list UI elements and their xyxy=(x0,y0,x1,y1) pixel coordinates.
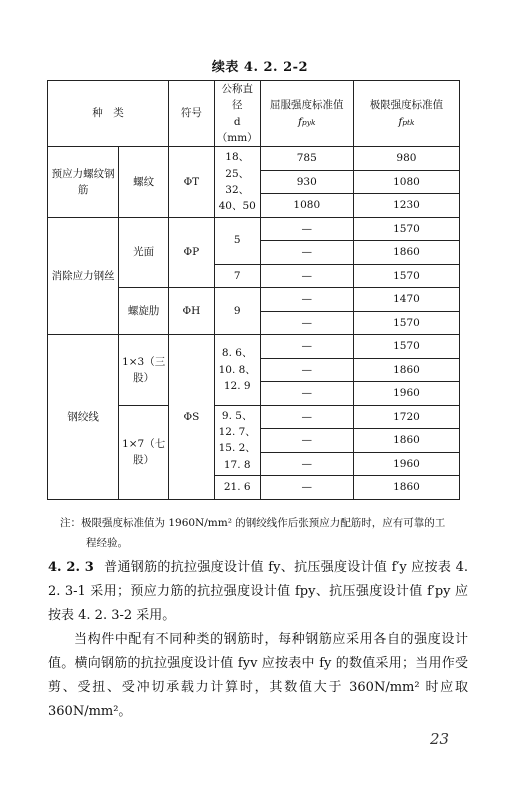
section-text xyxy=(48,556,468,724)
yield-cell: — xyxy=(260,241,353,265)
ultimate-cell: 1960 xyxy=(353,452,459,476)
group-subtype: 光面 xyxy=(119,217,169,288)
ultimate-cell: 1470 xyxy=(353,288,459,312)
group-symbol: ΦS xyxy=(169,335,215,500)
yield-cell: — xyxy=(260,288,353,312)
header-kind: 种 类 xyxy=(48,81,169,147)
diameter-cell: 18、25、32、40、50 xyxy=(214,147,260,218)
section-para1 xyxy=(48,556,468,628)
table-caption: 续表 4. 2. 2-2 xyxy=(211,60,309,75)
ultimate-cell: 1860 xyxy=(353,241,459,265)
table-note-line1: 注：极限强度标准值为 1960N/mm² 的钢绞线作后张预应力配筋时，应有可靠的工 xyxy=(60,517,446,529)
group-name: 钢绞线 xyxy=(48,335,119,500)
yield-cell: — xyxy=(260,311,353,335)
group-subtype: 1×3（三股） xyxy=(119,335,169,406)
table-note-line2: 程经验。 xyxy=(86,536,128,549)
yield-cell: 930 xyxy=(260,170,353,194)
header-ultimate-subscript: ptk xyxy=(402,117,415,127)
yield-cell: — xyxy=(260,217,353,241)
table-row xyxy=(48,335,460,359)
section-number: 4. 2. 3 xyxy=(48,560,94,575)
group-name: 消除应力钢丝 xyxy=(48,217,119,335)
ultimate-cell: 1230 xyxy=(353,194,459,218)
yield-cell: 785 xyxy=(260,147,353,171)
header-ultimate xyxy=(353,81,459,147)
header-diameter-line1: 公称直径 xyxy=(221,83,253,112)
page-number: 23 xyxy=(430,730,450,748)
diameter-cell: 9. 5、12. 7、15. 2、17. 8 xyxy=(214,405,260,476)
yield-cell: — xyxy=(260,358,353,382)
group-subtype: 螺旋肋 xyxy=(119,288,169,335)
ultimate-cell: 1860 xyxy=(353,358,459,382)
ultimate-cell: 1570 xyxy=(353,264,459,288)
diameter-cell: 7 xyxy=(214,264,260,288)
section-para2: 当构件中配有不同种类的钢筋时，每种钢筋应采用各自的强度设计值。横向钢筋的抗拉强度设计值 fyv 应按表中 fy 的数值采用；当用作受剪、受扭、受冲切承载力计算时，其数值大于 360N/mm² 时应取 360N/mm²。 xyxy=(48,632,468,720)
ultimate-cell: 1080 xyxy=(353,170,459,194)
yield-cell: — xyxy=(260,405,353,429)
header-symbol: 符号 xyxy=(169,81,215,147)
header-ultimate-line1: 极限强度标准值 xyxy=(369,99,444,112)
group-subtype: 1×7（七股） xyxy=(119,405,169,499)
yield-cell: — xyxy=(260,335,353,359)
diameter-cell: 5 xyxy=(214,217,260,264)
table-row xyxy=(48,147,460,171)
yield-cell: — xyxy=(260,476,353,500)
ultimate-cell: 1570 xyxy=(353,335,459,359)
yield-cell: — xyxy=(260,452,353,476)
group-name: 预应力螺纹钢筋 xyxy=(48,147,119,218)
header-diameter xyxy=(214,81,260,147)
group-subtype: 螺纹 xyxy=(119,147,169,218)
group-symbol: ΦT xyxy=(169,147,215,218)
ultimate-cell: 1960 xyxy=(353,382,459,406)
ultimate-cell: 980 xyxy=(353,147,459,171)
ultimate-cell: 1570 xyxy=(353,311,459,335)
section-para1-text: 普通钢筋的抗拉强度设计值 fy、抗压强度设计值 f′y 应按表 4. 2. 3-1 采用；预应力筋的抗拉强度设计值 fpy、抗压强度设计值 f′py 应按表 4. 2. 3-2 采用。 xyxy=(48,560,468,624)
header-yield-symbol: f xyxy=(298,115,302,128)
ultimate-cell: 1570 xyxy=(353,217,459,241)
yield-cell: — xyxy=(260,382,353,406)
yield-cell: 1080 xyxy=(260,194,353,218)
group-symbol: ΦP xyxy=(169,217,215,288)
table-header-row xyxy=(48,81,460,147)
yield-cell: — xyxy=(260,429,353,453)
header-ultimate-symbol: f xyxy=(398,115,403,128)
strength-table xyxy=(47,80,460,500)
ultimate-cell: 1860 xyxy=(353,429,459,453)
header-yield-line1: 屈服强度标准值 xyxy=(270,99,344,112)
table-row xyxy=(48,217,460,241)
diameter-cell: 8. 6、10. 8、12. 9 xyxy=(214,335,260,406)
ultimate-cell: 1720 xyxy=(353,405,459,429)
group-symbol: ΦH xyxy=(169,288,215,335)
ultimate-cell: 1860 xyxy=(353,476,459,500)
diameter-cell: 9 xyxy=(214,288,260,335)
yield-cell: — xyxy=(260,264,353,288)
diameter-cell: 21. 6 xyxy=(214,476,260,500)
header-diameter-line2: d（mm） xyxy=(216,115,258,144)
header-yield-subscript: pyk xyxy=(301,117,316,127)
header-yield xyxy=(260,81,353,147)
table-note xyxy=(60,514,480,554)
